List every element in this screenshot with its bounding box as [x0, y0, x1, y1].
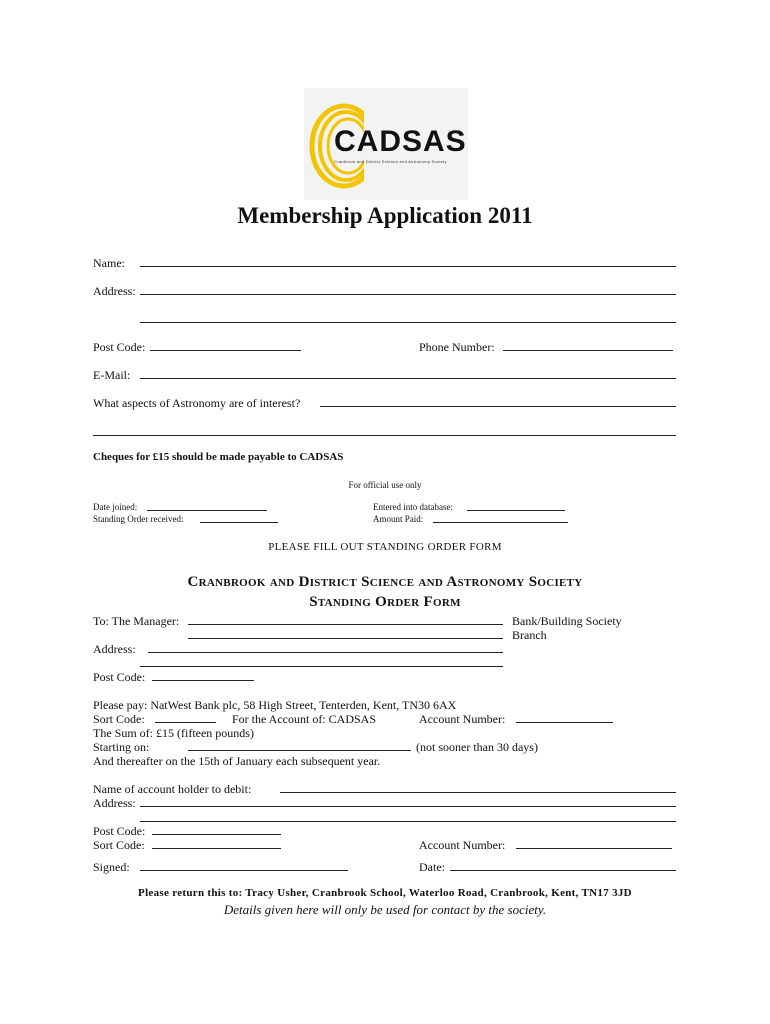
address-label: Address: [93, 284, 136, 298]
sum-text: The Sum of: £15 (fifteen pounds) [93, 726, 254, 740]
holder-account-number-field[interactable] [516, 848, 672, 849]
holder-address-field-line-1[interactable] [140, 806, 676, 807]
amount-paid-label: Amount Paid: [373, 514, 424, 524]
date-field[interactable] [450, 870, 676, 871]
name-label: Name: [93, 256, 125, 270]
branch-field[interactable] [188, 638, 503, 639]
logo-tagline: Cranbrook and District Science and Astronomy Society [334, 159, 447, 164]
bank-postcode-field[interactable] [152, 680, 254, 681]
account-holder-label: Name of account holder to debit: [93, 782, 252, 796]
logo-wordmark: CADSAS [334, 125, 467, 158]
date-joined-field[interactable] [147, 510, 267, 511]
account-number-field[interactable] [516, 722, 613, 723]
bank-postcode-label: Post Code: [93, 670, 146, 684]
sort-code-label: Sort Code: [93, 712, 145, 726]
not-sooner-text: (not sooner than 30 days) [416, 740, 538, 754]
to-manager-label: To: The Manager: [93, 614, 180, 628]
interests-field-line-1[interactable] [320, 406, 676, 407]
postcode-label: Post Code: [93, 340, 146, 354]
account-holder-field[interactable] [280, 792, 676, 793]
phone-field[interactable] [503, 350, 673, 351]
holder-account-number-label: Account Number: [419, 838, 506, 852]
holder-sort-code-field[interactable] [152, 848, 281, 849]
page-title: Membership Application 2011 [237, 203, 533, 228]
date-label: Date: [419, 860, 445, 874]
bank-address-field-line-1[interactable] [148, 652, 503, 653]
standing-order-received-label: Standing Order received: [93, 514, 184, 524]
return-address: Please return this to: Tracy Usher, Cranbrook School, Waterloo Road, Cranbrook, Kent, TN17 3JD [138, 887, 632, 899]
standing-order-notice: PLEASE FILL OUT STANDING ORDER FORM [268, 541, 502, 553]
privacy-note: Details given here will only be used for contact by the society. [223, 902, 547, 917]
postcode-field[interactable] [150, 350, 301, 351]
cheques-note: Cheques for £15 should be made payable to CADSAS [93, 451, 344, 463]
starting-on-label: Starting on: [93, 740, 150, 754]
holder-address-label: Address: [93, 796, 136, 810]
bank-address-field-line-2[interactable] [140, 666, 503, 667]
holder-postcode-label: Post Code: [93, 824, 146, 838]
account-number-label: Account Number: [419, 712, 506, 726]
entered-db-label: Entered into database: [373, 502, 453, 512]
signature-field[interactable] [140, 870, 348, 871]
branch-label: Branch [512, 628, 547, 642]
holder-postcode-field[interactable] [152, 834, 281, 835]
email-label: E-Mail: [93, 368, 131, 382]
amount-paid-field[interactable] [433, 522, 568, 523]
address-field-line-2[interactable] [140, 322, 676, 323]
holder-address-field-line-2[interactable] [140, 821, 676, 822]
official-use-heading: For official use only [348, 480, 422, 490]
thereafter-text: And thereafter on the 15th of January each subsequent year. [93, 754, 381, 768]
holder-sort-code-label: Sort Code: [93, 838, 145, 852]
cadsas-logo [304, 88, 468, 200]
starting-on-field[interactable] [188, 750, 411, 751]
bank-address-label: Address: [93, 642, 136, 656]
please-pay-text: Please pay: NatWest Bank plc, 58 High Street, Tenterden, Kent, TN30 6AX [93, 698, 457, 712]
standing-order-title: Standing Order Form [309, 594, 461, 610]
society-name-heading: Cranbrook and District Science and Astronomy Society [187, 574, 583, 590]
sort-code-field[interactable] [155, 722, 216, 723]
name-field[interactable] [140, 266, 676, 267]
email-field[interactable] [140, 378, 676, 379]
interests-label: What aspects of Astronomy are of interest? [93, 396, 301, 410]
interests-field-line-2[interactable] [93, 435, 676, 436]
for-account-text: For the Account of: CADSAS [232, 712, 376, 726]
manager-field[interactable] [188, 624, 503, 625]
date-joined-label: Date joined: [93, 502, 138, 512]
signed-label: Signed: [93, 860, 130, 874]
standing-order-received-field[interactable] [200, 522, 278, 523]
address-field-line-1[interactable] [140, 294, 676, 295]
bank-society-label: Bank/Building Society [512, 614, 622, 628]
entered-db-field[interactable] [467, 510, 565, 511]
phone-label: Phone Number: [419, 340, 495, 354]
